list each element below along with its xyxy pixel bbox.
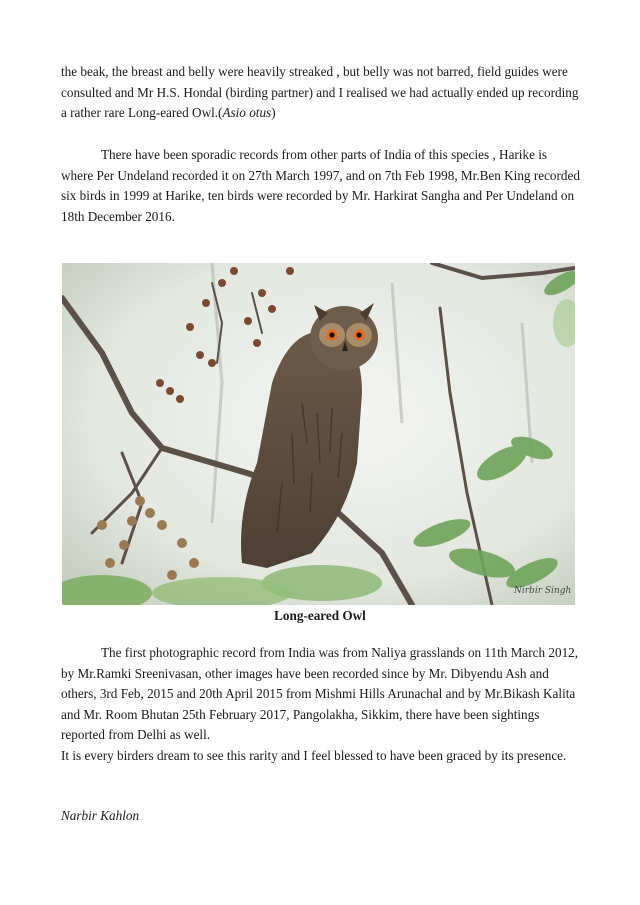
- paragraph-sporadic-records: There have been sporadic records from other parts of India of this species , Harike is where Per Undeland recorded it on 27th March 1997, and on 7th Feb 1998, Mr.Ben King recorded six birds in 1999 at Harike, ten birds were recorded by Mr. Harkirat Sangha and Per Undeland on 18th December 2016.: [61, 147, 580, 224]
- photo-watermark: Nirbir Singh: [514, 586, 572, 596]
- paragraph-first-record: The first photographic record from India was from Naliya grasslands on 11th March 2012, by Mr.Ramki Sreenivasan, other images have been recorded since by Mr. Dibyendu Ash and others, 3rd Feb, 2015 and 20th April 2015 from Mishmi Hills Arunachal and by Mr.Bikash Kalita and Mr. Room Bhutan 25th February 2017, Pangolakha, Sikkim, there have been sightings reported from Delhi as well.: [61, 645, 579, 743]
- species-name: Asio otus: [222, 105, 272, 121]
- paragraph-intro: [61, 62, 581, 124]
- paragraph-intro-text: the beak, the breast and belly were heavily streaked , but belly was not barred, field guides were consulted and Mr H.S. Hondal (birding partner) and I realised we had actually ended up recording a rather rare Long-eared Owl.(: [61, 64, 579, 121]
- owl-illustration: [62, 263, 575, 605]
- photo-caption: Long-eared Owl: [274, 608, 366, 623]
- paragraph-closing: It is every birders dream to see this rarity and I feel blessed to have been graced by its presence.: [61, 747, 567, 763]
- author-name: Narbir Kahlon: [61, 808, 140, 823]
- owl-photo: [62, 263, 575, 605]
- paragraph-photographic-records: [61, 643, 581, 767]
- paragraph-intro-close: ): [271, 105, 276, 121]
